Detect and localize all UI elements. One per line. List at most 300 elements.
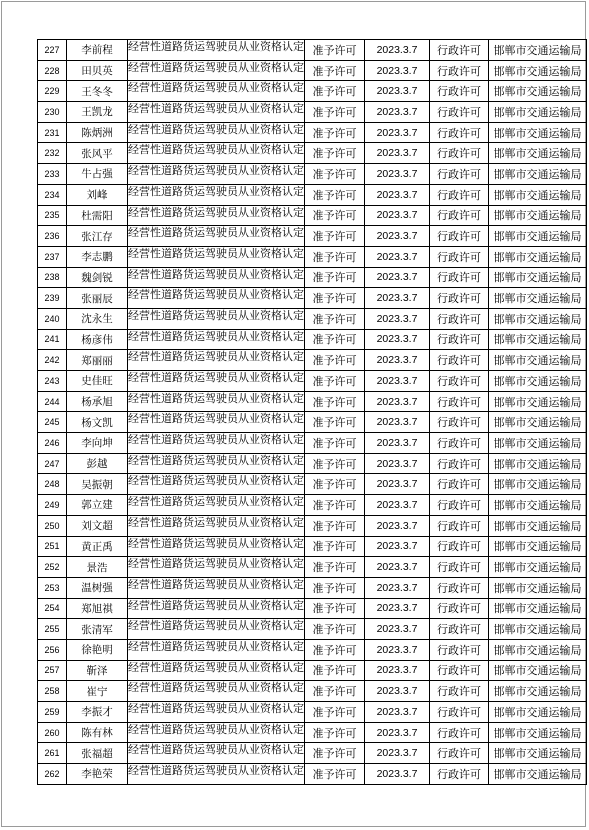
issuing-authority-cell: 邯郸市交通运输局 [489, 764, 587, 785]
permit-item: 经营性道路货运驾驶员从业资格认定 [128, 122, 304, 136]
permit-category-cell: 行政许可 [430, 577, 489, 598]
permit-category-cell: 行政许可 [430, 453, 489, 474]
issuing-authority-cell: 邯郸市交通运输局 [489, 246, 587, 267]
row-number-cell: 254 [38, 598, 67, 619]
issuing-authority-cell: 邯郸市交通运输局 [489, 143, 587, 164]
issuing-authority-cell: 邯郸市交通运输局 [489, 722, 587, 743]
permit-item-cell [128, 246, 305, 267]
person-name-cell: 郭立建 [67, 495, 128, 516]
decision-date-cell: 2023.3.7 [365, 764, 430, 785]
issuing-authority-cell: 邯郸市交通运输局 [489, 329, 587, 350]
decision-type-cell: 准予许可 [305, 81, 365, 102]
row-number-cell: 259 [38, 702, 67, 723]
permit-category-cell: 行政许可 [430, 515, 489, 536]
permit-item: 经营性道路货运驾驶员从业资格认定 [128, 350, 304, 364]
row-number-cell: 227 [38, 40, 67, 61]
issuing-authority-cell: 邯郸市交通运输局 [489, 288, 587, 309]
permit-category-cell: 行政许可 [430, 391, 489, 412]
decision-date-cell: 2023.3.7 [365, 743, 430, 764]
permit-category-cell: 行政许可 [430, 288, 489, 309]
decision-date-cell: 2023.3.7 [365, 143, 430, 164]
decision-type-cell: 准予许可 [305, 205, 365, 226]
person-name-cell: 牛占强 [67, 164, 128, 185]
issuing-authority-cell: 邯郸市交通运输局 [489, 102, 587, 123]
table-row [38, 308, 587, 329]
table-row [38, 267, 587, 288]
table-row [38, 226, 587, 247]
issuing-authority-cell: 邯郸市交通运输局 [489, 184, 587, 205]
permit-item-cell [128, 60, 305, 81]
table-row [38, 722, 587, 743]
issuing-authority-cell: 邯郸市交通运输局 [489, 350, 587, 371]
permit-item: 经营性道路货运驾驶员从业资格认定 [128, 246, 304, 260]
table-row [38, 164, 587, 185]
table-row [38, 474, 587, 495]
permit-item: 经营性道路货运驾驶员从业资格认定 [128, 598, 304, 612]
permit-category-cell: 行政许可 [430, 474, 489, 495]
decision-date-cell: 2023.3.7 [365, 122, 430, 143]
permit-category-cell: 行政许可 [430, 102, 489, 123]
person-name-cell: 张江存 [67, 226, 128, 247]
row-number-cell: 237 [38, 246, 67, 267]
decision-date-cell: 2023.3.7 [365, 329, 430, 350]
permit-category-cell: 行政许可 [430, 246, 489, 267]
row-number-cell: 235 [38, 205, 67, 226]
permit-item: 经营性道路货运驾驶员从业资格认定 [128, 577, 304, 591]
table-body [38, 40, 587, 785]
decision-date-cell: 2023.3.7 [365, 639, 430, 660]
person-name-cell: 张福超 [67, 743, 128, 764]
permit-category-cell: 行政许可 [430, 267, 489, 288]
person-name-cell: 崔宁 [67, 681, 128, 702]
decision-date-cell: 2023.3.7 [365, 226, 430, 247]
row-number-cell: 243 [38, 371, 67, 392]
permit-item-cell [128, 164, 305, 185]
person-name-cell: 黄正禹 [67, 536, 128, 557]
permit-category-cell: 行政许可 [430, 639, 489, 660]
table-row [38, 184, 587, 205]
row-number-cell: 228 [38, 60, 67, 81]
row-number-cell: 229 [38, 81, 67, 102]
license-table [37, 39, 587, 785]
permit-category-cell: 行政许可 [430, 722, 489, 743]
row-number-cell: 247 [38, 453, 67, 474]
decision-type-cell: 准予许可 [305, 308, 365, 329]
issuing-authority-cell: 邯郸市交通运输局 [489, 205, 587, 226]
decision-type-cell: 准予许可 [305, 743, 365, 764]
permit-item: 经营性道路货运驾驶员从业资格认定 [128, 681, 304, 695]
person-name-cell: 郑旭祺 [67, 598, 128, 619]
row-number-cell: 230 [38, 102, 67, 123]
decision-date-cell: 2023.3.7 [365, 660, 430, 681]
person-name-cell: 刘文超 [67, 515, 128, 536]
table-row [38, 577, 587, 598]
table-row [38, 246, 587, 267]
row-number-cell: 244 [38, 391, 67, 412]
decision-type-cell: 准予许可 [305, 619, 365, 640]
permit-item-cell [128, 205, 305, 226]
issuing-authority-cell: 邯郸市交通运输局 [489, 267, 587, 288]
decision-date-cell: 2023.3.7 [365, 267, 430, 288]
decision-date-cell: 2023.3.7 [365, 81, 430, 102]
row-number-cell: 261 [38, 743, 67, 764]
issuing-authority-cell: 邯郸市交通运输局 [489, 453, 587, 474]
row-number-cell: 238 [38, 267, 67, 288]
permit-category-cell: 行政许可 [430, 764, 489, 785]
person-name-cell: 杨彦伟 [67, 329, 128, 350]
permit-item: 经营性道路货运驾驶员从业资格认定 [128, 412, 304, 426]
decision-type-cell: 准予许可 [305, 639, 365, 660]
row-number-cell: 231 [38, 122, 67, 143]
decision-date-cell: 2023.3.7 [365, 102, 430, 123]
permit-category-cell: 行政许可 [430, 536, 489, 557]
permit-category-cell: 行政许可 [430, 308, 489, 329]
decision-type-cell: 准予许可 [305, 102, 365, 123]
person-name-cell: 陈炳洲 [67, 122, 128, 143]
permit-category-cell: 行政许可 [430, 205, 489, 226]
decision-type-cell: 准予许可 [305, 681, 365, 702]
decision-type-cell: 准予许可 [305, 598, 365, 619]
permit-item-cell [128, 702, 305, 723]
issuing-authority-cell: 邯郸市交通运输局 [489, 536, 587, 557]
permit-item-cell [128, 495, 305, 516]
permit-item-cell [128, 412, 305, 433]
table-row [38, 81, 587, 102]
row-number-cell: 245 [38, 412, 67, 433]
decision-type-cell: 准予许可 [305, 577, 365, 598]
person-name-cell: 靳泽 [67, 660, 128, 681]
decision-type-cell: 准予许可 [305, 764, 365, 785]
decision-type-cell: 准予许可 [305, 226, 365, 247]
permit-category-cell: 行政许可 [430, 184, 489, 205]
decision-type-cell: 准予许可 [305, 267, 365, 288]
permit-item: 经营性道路货运驾驶员从业资格认定 [128, 391, 304, 405]
person-name-cell: 李艳荣 [67, 764, 128, 785]
person-name-cell: 王凯龙 [67, 102, 128, 123]
table-row [38, 143, 587, 164]
decision-date-cell: 2023.3.7 [365, 205, 430, 226]
permit-item: 经营性道路货运驾驶员从业资格认定 [128, 40, 304, 53]
permit-item-cell [128, 350, 305, 371]
person-name-cell: 杨文凯 [67, 412, 128, 433]
permit-item: 经营性道路货运驾驶员从业资格认定 [128, 536, 304, 550]
permit-item-cell [128, 619, 305, 640]
permit-item-cell [128, 81, 305, 102]
table-row [38, 40, 587, 61]
decision-type-cell: 准予许可 [305, 557, 365, 578]
permit-item-cell [128, 288, 305, 309]
issuing-authority-cell: 邯郸市交通运输局 [489, 412, 587, 433]
row-number-cell: 258 [38, 681, 67, 702]
issuing-authority-cell: 邯郸市交通运输局 [489, 577, 587, 598]
decision-type-cell: 准予许可 [305, 433, 365, 454]
permit-category-cell: 行政许可 [430, 557, 489, 578]
table-row [38, 433, 587, 454]
row-number-cell: 242 [38, 350, 67, 371]
permit-item-cell [128, 474, 305, 495]
row-number-cell: 241 [38, 329, 67, 350]
decision-type-cell: 准予许可 [305, 60, 365, 81]
decision-type-cell: 准予许可 [305, 536, 365, 557]
permit-category-cell: 行政许可 [430, 743, 489, 764]
decision-date-cell: 2023.3.7 [365, 515, 430, 536]
table-row [38, 412, 587, 433]
table-row [38, 391, 587, 412]
permit-item: 经营性道路货运驾驶员从业资格认定 [128, 474, 304, 488]
person-name-cell: 郑丽丽 [67, 350, 128, 371]
person-name-cell: 温树强 [67, 577, 128, 598]
decision-date-cell: 2023.3.7 [365, 557, 430, 578]
permit-item-cell [128, 536, 305, 557]
permit-item: 经营性道路货运驾驶员从业资格认定 [128, 226, 304, 240]
decision-date-cell: 2023.3.7 [365, 308, 430, 329]
person-name-cell: 王冬冬 [67, 81, 128, 102]
person-name-cell: 杨承旭 [67, 391, 128, 412]
issuing-authority-cell: 邯郸市交通运输局 [489, 226, 587, 247]
permit-item: 经营性道路货运驾驶员从业资格认定 [128, 267, 304, 281]
row-number-cell: 252 [38, 557, 67, 578]
decision-type-cell: 准予许可 [305, 702, 365, 723]
person-name-cell: 刘峰 [67, 184, 128, 205]
issuing-authority-cell: 邯郸市交通运输局 [489, 495, 587, 516]
issuing-authority-cell: 邯郸市交通运输局 [489, 598, 587, 619]
permit-category-cell: 行政许可 [430, 164, 489, 185]
decision-date-cell: 2023.3.7 [365, 577, 430, 598]
permit-item: 经营性道路货运驾驶员从业资格认定 [128, 81, 304, 95]
decision-type-cell: 准予许可 [305, 722, 365, 743]
person-name-cell: 李前程 [67, 40, 128, 61]
permit-item-cell [128, 102, 305, 123]
decision-date-cell: 2023.3.7 [365, 433, 430, 454]
decision-date-cell: 2023.3.7 [365, 722, 430, 743]
permit-category-cell: 行政许可 [430, 412, 489, 433]
issuing-authority-cell: 邯郸市交通运输局 [489, 743, 587, 764]
permit-item-cell [128, 267, 305, 288]
issuing-authority-cell: 邯郸市交通运输局 [489, 433, 587, 454]
permit-item-cell [128, 308, 305, 329]
permit-item: 经营性道路货运驾驶员从业资格认定 [128, 722, 304, 736]
permit-item: 经营性道路货运驾驶员从业资格认定 [128, 205, 304, 219]
decision-date-cell: 2023.3.7 [365, 598, 430, 619]
issuing-authority-cell: 邯郸市交通运输局 [489, 371, 587, 392]
permit-category-cell: 行政许可 [430, 619, 489, 640]
permit-item-cell [128, 329, 305, 350]
table-row [38, 329, 587, 350]
permit-item-cell [128, 681, 305, 702]
person-name-cell: 陈有林 [67, 722, 128, 743]
permit-item: 经营性道路货运驾驶员从业资格认定 [128, 308, 304, 322]
row-number-cell: 232 [38, 143, 67, 164]
permit-category-cell: 行政许可 [430, 350, 489, 371]
permit-item: 经营性道路货运驾驶员从业资格认定 [128, 288, 304, 302]
table-row [38, 598, 587, 619]
table-row [38, 557, 587, 578]
permit-item-cell [128, 743, 305, 764]
permit-item: 经营性道路货运驾驶员从业资格认定 [128, 371, 304, 384]
row-number-cell: 236 [38, 226, 67, 247]
person-name-cell: 张风平 [67, 143, 128, 164]
permit-item-cell [128, 226, 305, 247]
permit-item-cell [128, 40, 305, 61]
row-number-cell: 255 [38, 619, 67, 640]
permit-item: 经营性道路货运驾驶员从业资格认定 [128, 433, 304, 447]
table-row [38, 515, 587, 536]
decision-type-cell: 准予许可 [305, 122, 365, 143]
permit-item: 经营性道路货运驾驶员从业资格认定 [128, 453, 304, 467]
person-name-cell: 田贝英 [67, 60, 128, 81]
permit-category-cell: 行政许可 [430, 598, 489, 619]
row-number-cell: 256 [38, 639, 67, 660]
decision-date-cell: 2023.3.7 [365, 412, 430, 433]
decision-date-cell: 2023.3.7 [365, 391, 430, 412]
issuing-authority-cell: 邯郸市交通运输局 [489, 619, 587, 640]
issuing-authority-cell: 邯郸市交通运输局 [489, 515, 587, 536]
permit-item: 经营性道路货运驾驶员从业资格认定 [128, 102, 304, 116]
row-number-cell: 260 [38, 722, 67, 743]
row-number-cell: 246 [38, 433, 67, 454]
permit-item: 经营性道路货运驾驶员从业资格认定 [128, 329, 304, 343]
permit-category-cell: 行政许可 [430, 371, 489, 392]
permit-category-cell: 行政许可 [430, 226, 489, 247]
permit-item: 经营性道路货运驾驶员从业资格认定 [128, 764, 304, 778]
table-row [38, 619, 587, 640]
permit-item-cell [128, 391, 305, 412]
permit-category-cell: 行政许可 [430, 81, 489, 102]
decision-date-cell: 2023.3.7 [365, 474, 430, 495]
decision-date-cell: 2023.3.7 [365, 288, 430, 309]
table-row [38, 205, 587, 226]
permit-category-cell: 行政许可 [430, 40, 489, 61]
permit-category-cell: 行政许可 [430, 60, 489, 81]
person-name-cell: 彭越 [67, 453, 128, 474]
row-number-cell: 239 [38, 288, 67, 309]
decision-type-cell: 准予许可 [305, 391, 365, 412]
issuing-authority-cell: 邯郸市交通运输局 [489, 660, 587, 681]
permit-item-cell [128, 764, 305, 785]
permit-category-cell: 行政许可 [430, 495, 489, 516]
permit-item-cell [128, 184, 305, 205]
decision-date-cell: 2023.3.7 [365, 619, 430, 640]
permit-item-cell [128, 660, 305, 681]
issuing-authority-cell: 邯郸市交通运输局 [489, 474, 587, 495]
table-row [38, 371, 587, 392]
permit-item-cell [128, 722, 305, 743]
permit-item: 经营性道路货运驾驶员从业资格认定 [128, 619, 304, 633]
permit-item: 经营性道路货运驾驶员从业资格认定 [128, 143, 304, 157]
issuing-authority-cell: 邯郸市交通运输局 [489, 557, 587, 578]
decision-date-cell: 2023.3.7 [365, 246, 430, 267]
table-row [38, 453, 587, 474]
person-name-cell: 徐艳明 [67, 639, 128, 660]
permit-item-cell [128, 598, 305, 619]
decision-type-cell: 准予许可 [305, 412, 365, 433]
decision-type-cell: 准予许可 [305, 246, 365, 267]
decision-date-cell: 2023.3.7 [365, 453, 430, 474]
permit-item: 经营性道路货运驾驶员从业资格认定 [128, 557, 304, 571]
row-number-cell: 233 [38, 164, 67, 185]
row-number-cell: 248 [38, 474, 67, 495]
permit-item-cell [128, 143, 305, 164]
row-number-cell: 257 [38, 660, 67, 681]
person-name-cell: 李志鹏 [67, 246, 128, 267]
person-name-cell: 李向坤 [67, 433, 128, 454]
issuing-authority-cell: 邯郸市交通运输局 [489, 308, 587, 329]
row-number-cell: 250 [38, 515, 67, 536]
decision-type-cell: 准予许可 [305, 453, 365, 474]
table-row [38, 102, 587, 123]
table-row [38, 743, 587, 764]
permit-category-cell: 行政许可 [430, 681, 489, 702]
decision-type-cell: 准予许可 [305, 660, 365, 681]
decision-date-cell: 2023.3.7 [365, 60, 430, 81]
permit-item-cell [128, 515, 305, 536]
decision-type-cell: 准予许可 [305, 495, 365, 516]
person-name-cell: 魏剑锐 [67, 267, 128, 288]
table-row [38, 288, 587, 309]
table-row [38, 702, 587, 723]
row-number-cell: 251 [38, 536, 67, 557]
table-row [38, 122, 587, 143]
permit-item: 经营性道路货运驾驶员从业资格认定 [128, 639, 304, 653]
issuing-authority-cell: 邯郸市交通运输局 [489, 122, 587, 143]
decision-date-cell: 2023.3.7 [365, 681, 430, 702]
person-name-cell: 史佳旺 [67, 371, 128, 392]
table-row [38, 639, 587, 660]
permit-item: 经营性道路货运驾驶员从业资格认定 [128, 184, 304, 198]
decision-date-cell: 2023.3.7 [365, 495, 430, 516]
permit-item-cell [128, 577, 305, 598]
decision-type-cell: 准予许可 [305, 474, 365, 495]
person-name-cell: 李振才 [67, 702, 128, 723]
permit-item-cell [128, 639, 305, 660]
permit-category-cell: 行政许可 [430, 660, 489, 681]
person-name-cell: 沈永生 [67, 308, 128, 329]
permit-item: 经营性道路货运驾驶员从业资格认定 [128, 743, 304, 757]
table-row [38, 350, 587, 371]
decision-date-cell: 2023.3.7 [365, 536, 430, 557]
row-number-cell: 253 [38, 577, 67, 598]
issuing-authority-cell: 邯郸市交通运输局 [489, 40, 587, 61]
row-number-cell: 249 [38, 495, 67, 516]
decision-date-cell: 2023.3.7 [365, 702, 430, 723]
permit-item: 经营性道路货运驾驶员从业资格认定 [128, 60, 304, 74]
decision-type-cell: 准予许可 [305, 184, 365, 205]
person-name-cell: 吴振朝 [67, 474, 128, 495]
table-row [38, 60, 587, 81]
permit-category-cell: 行政许可 [430, 329, 489, 350]
issuing-authority-cell: 邯郸市交通运输局 [489, 391, 587, 412]
table-row [38, 681, 587, 702]
decision-type-cell: 准予许可 [305, 143, 365, 164]
decision-type-cell: 准予许可 [305, 371, 365, 392]
table-row [38, 660, 587, 681]
issuing-authority-cell: 邯郸市交通运输局 [489, 681, 587, 702]
permit-item-cell [128, 433, 305, 454]
permit-item: 经营性道路货运驾驶员从业资格认定 [128, 515, 304, 529]
person-name-cell: 景浩 [67, 557, 128, 578]
person-name-cell: 杜需阳 [67, 205, 128, 226]
row-number-cell: 240 [38, 308, 67, 329]
table-row [38, 495, 587, 516]
decision-type-cell: 准予许可 [305, 350, 365, 371]
permit-item: 经营性道路货运驾驶员从业资格认定 [128, 702, 304, 715]
permit-item: 经营性道路货运驾驶员从业资格认定 [128, 660, 304, 674]
permit-item-cell [128, 557, 305, 578]
issuing-authority-cell: 邯郸市交通运输局 [489, 60, 587, 81]
permit-item-cell [128, 453, 305, 474]
decision-type-cell: 准予许可 [305, 164, 365, 185]
issuing-authority-cell: 邯郸市交通运输局 [489, 81, 587, 102]
